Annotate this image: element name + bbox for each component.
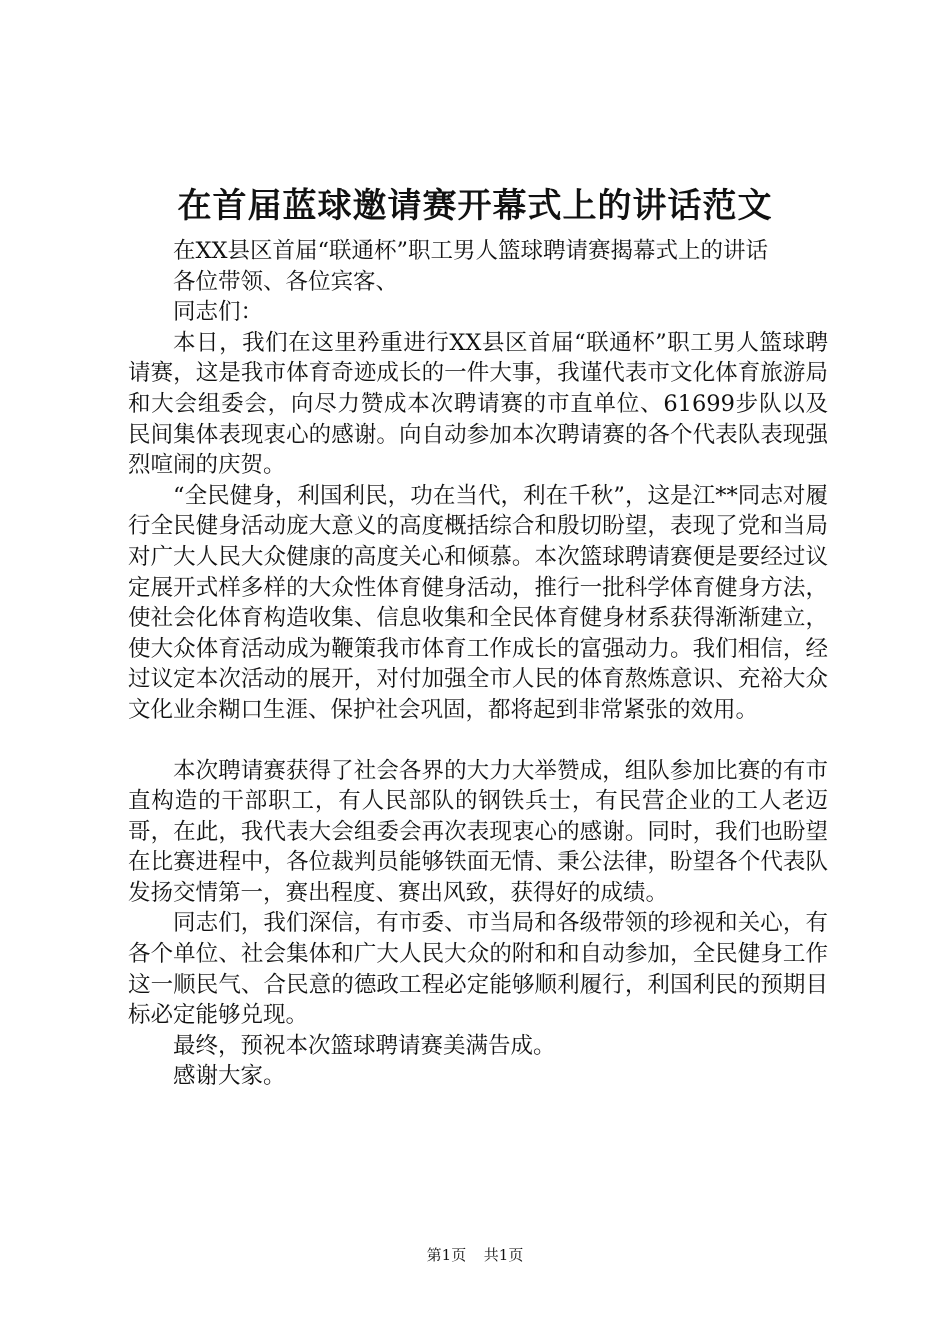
paragraph-closing: 感谢大家。 — [173, 1063, 286, 1090]
page-footer — [0, 1244, 950, 1266]
paragraph-confidence: 同志们，我们深信，有市委、市当局和各级带领的珍视和关心，有各个单位、社会集体和广大人民大众的附和和自动参加，全民健身工作这一顺民气、合民意的德政工程必定能够顺利履行，利国利民的预期目标必定能够兑现。 — [128, 910, 828, 1029]
page-number: 第1页 — [426, 1246, 467, 1264]
paragraph-salutation: 各位带领、各位宾客、 — [173, 268, 399, 295]
paragraph-wishes: 最终，预祝本次篮球聘请赛美满告成。 — [173, 1032, 556, 1059]
page-total: 共1页 — [483, 1246, 524, 1264]
paragraph-salutation-comrades: 同志们： — [173, 299, 264, 326]
paragraph-subtitle: 在XX县区首届“联通杯”职工男人篮球聘请赛揭幕式上的讲话 — [173, 238, 769, 264]
document-title: 在首届蓝球邀请赛开幕式上的讲话范文 — [177, 186, 773, 226]
paragraph-support-thanks: 本次聘请赛获得了社会各界的大力大举赞成，组队参加比赛的有市直构造的干部职工，有人民部队的钢铁兵士，有民营企业的工人老迈哥，在此，我代表大会组委会再次表现衷心的感谢。同时，我们也盼望在比赛进程中，各位裁判员能够铁面无情、秉公法律，盼望各个代表队发扬交情第一，赛出程度、赛出风致，获得好的成绩。 — [128, 757, 828, 906]
paragraph-fitness-significance: “全民健身，利国利民，功在当代，利在千秋”，这是江**同志对履行全民健身活动庞大意义的高度概括综合和殷切盼望，表现了党和当局对广大人民大众健康的高度关心和倾慕。本次篮球聘请赛便是要经过议定展开式样多样的大众性体育健身活动，推行一批科学体育健身方法，使社会化体育构造收集、信息收集和全民体育健身材系获得渐渐建立，使大众体育活动成为鞭策我市体育工作成长的富强动力。我们相信，经过议定本次活动的展开，对付加强全市人民的体育熬炼意识、充裕大众文化业余糊口生涯、保护社会巩固，都将起到非常紧张的效用。 — [128, 482, 828, 723]
document-body — [128, 236, 828, 1092]
paragraph-opening: 本日，我们在这里矜重进行XX县区首届“联通杯”职工男人篮球聘请赛，这是我市体育奇迹成长的一件大事，我谨代表市文化体育旅游局和大会组委会，向尽力赞成本次聘请赛的市直单位、61699步队以及民间集体表现衷心的感谢。向自动参加本次聘请赛的各个代表队表现强烈喧闹的庆贺。 — [128, 329, 828, 479]
